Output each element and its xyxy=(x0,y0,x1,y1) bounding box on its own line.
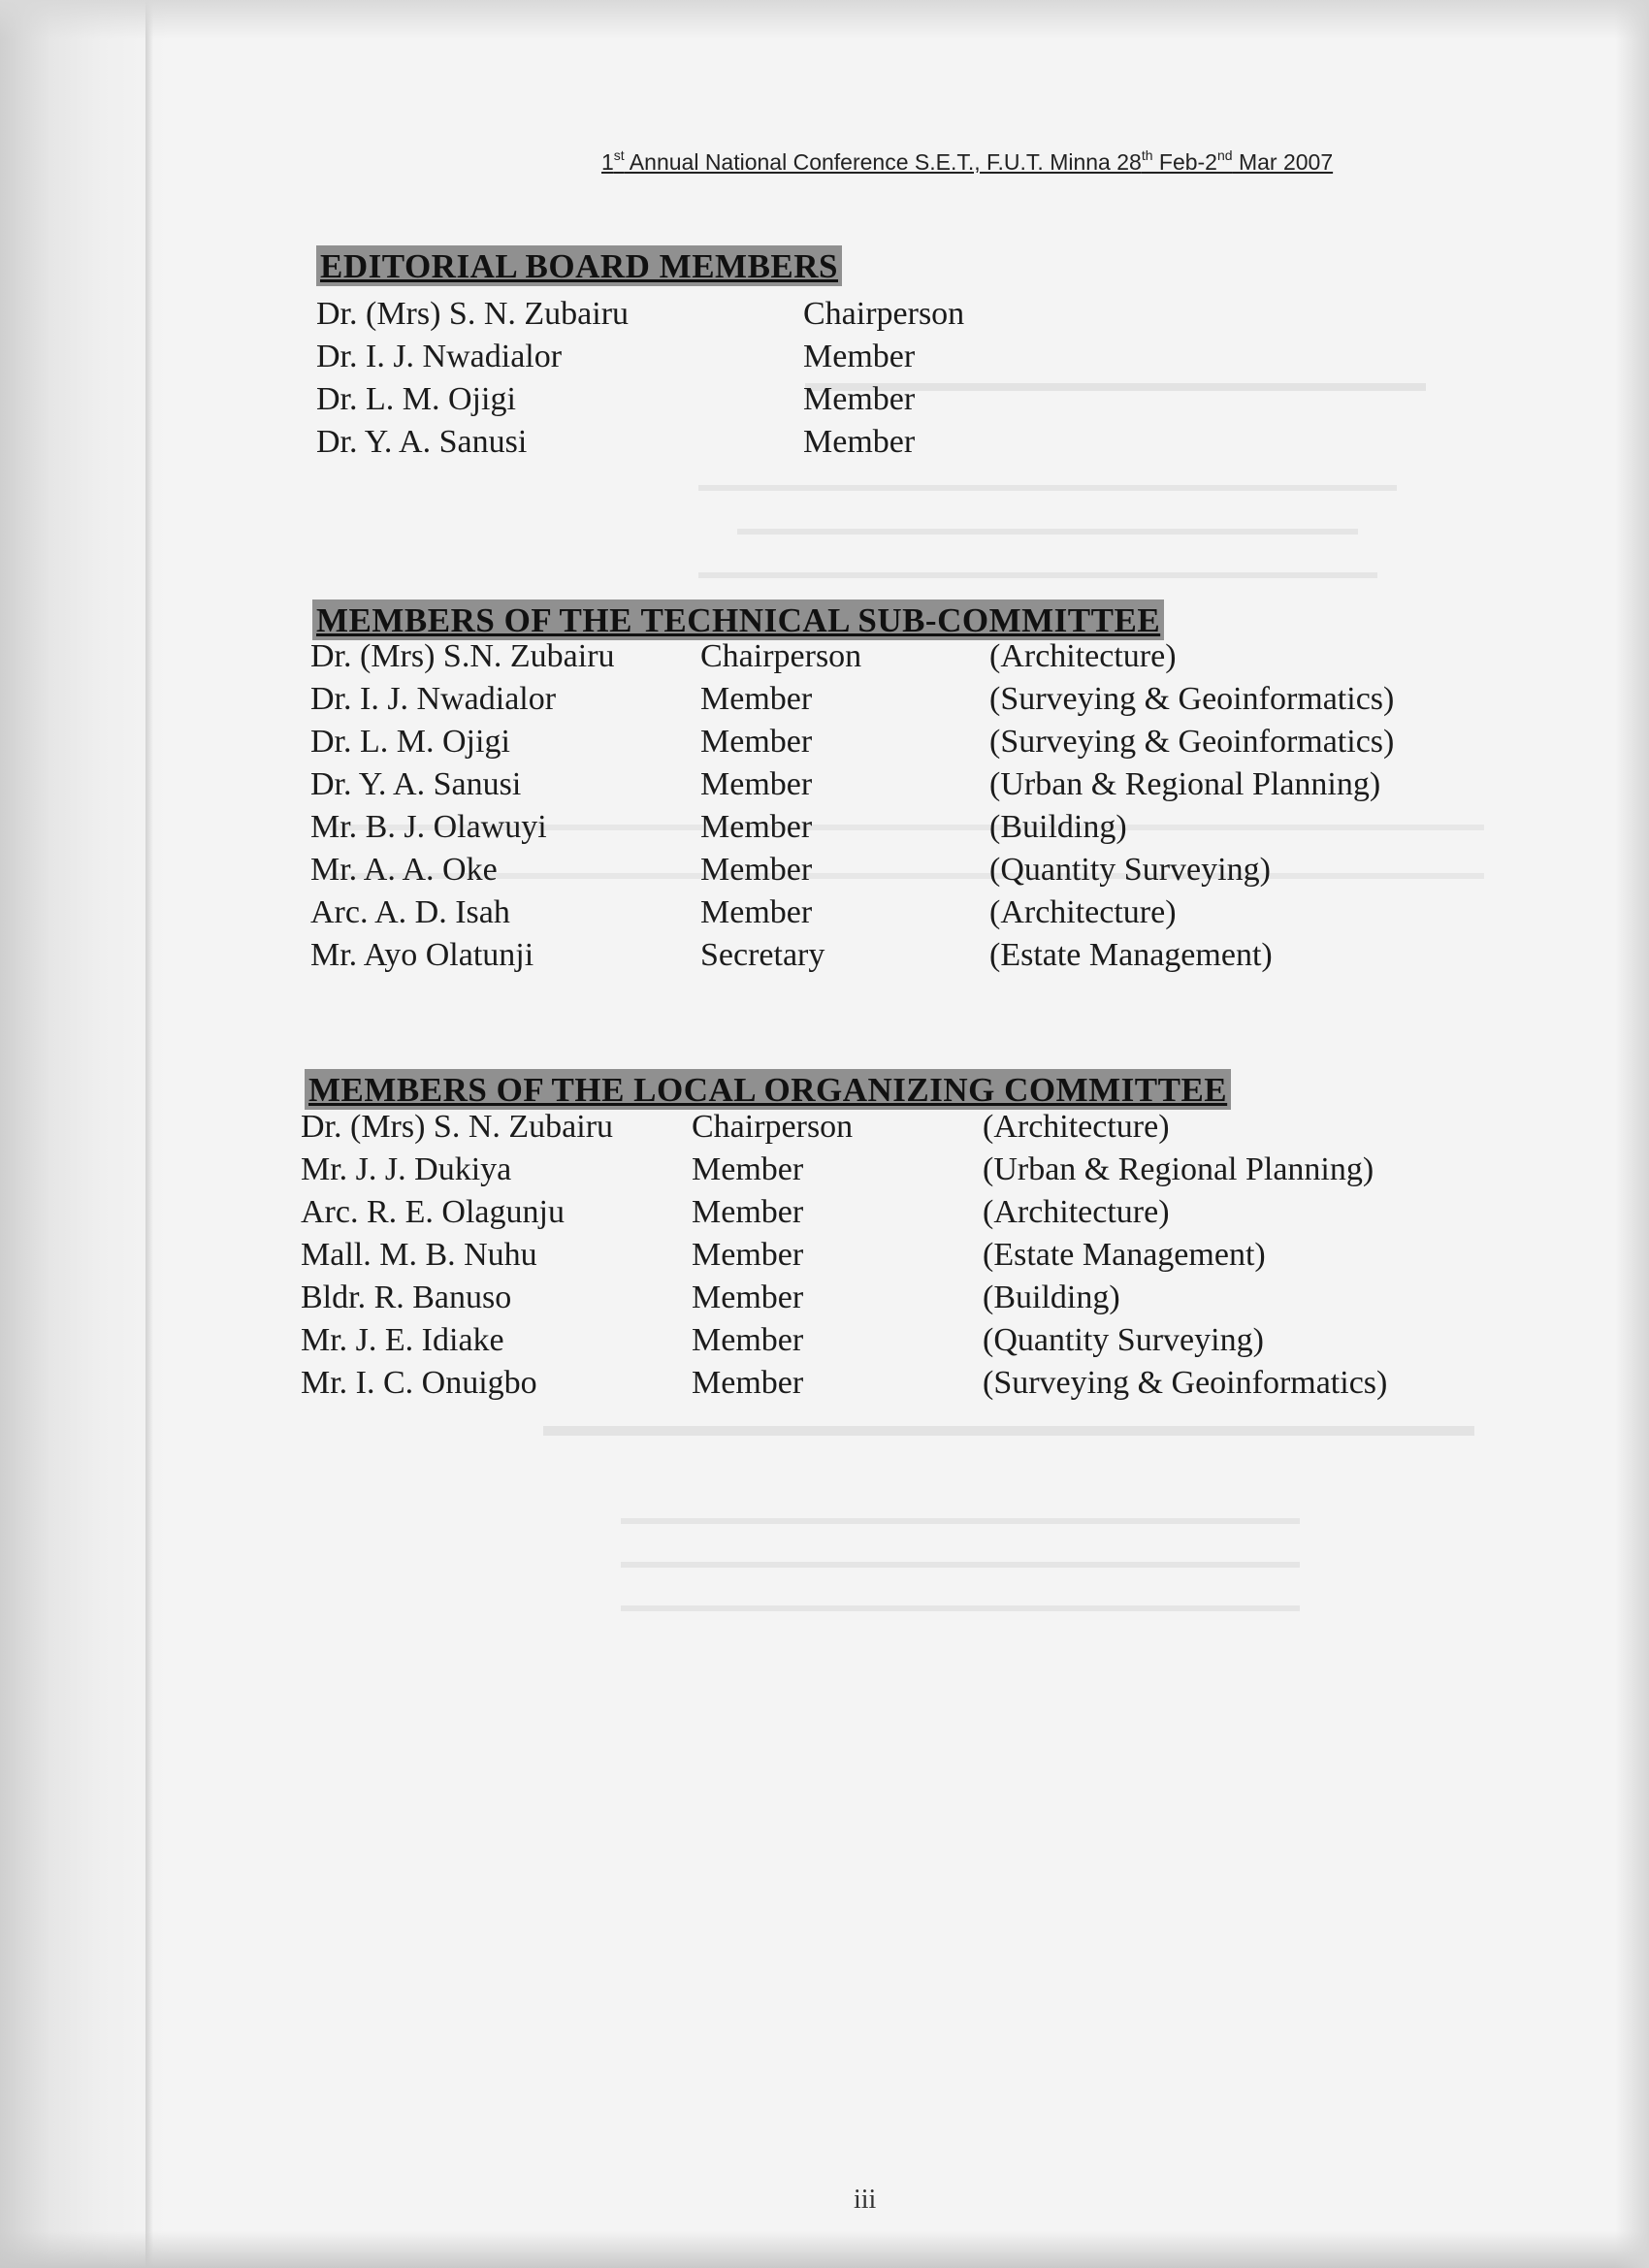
member-role: Chairperson xyxy=(803,296,965,332)
member-department: (Surveying & Geoinformatics) xyxy=(989,681,1395,717)
member-role: Member xyxy=(692,1280,804,1315)
member-role: Member xyxy=(700,724,813,760)
member-department: (Architecture) xyxy=(989,638,1177,674)
member-role: Secretary xyxy=(700,937,825,973)
member-role: Member xyxy=(803,381,916,417)
member-name: Mr. A. A. Oke xyxy=(310,852,498,888)
list-item xyxy=(301,1149,1484,1191)
binding-edge xyxy=(146,0,153,2268)
member-department: (Surveying & Geoinformatics) xyxy=(983,1365,1388,1401)
list-item xyxy=(310,849,1474,891)
member-name: Bldr. R. Banuso xyxy=(301,1280,512,1315)
binding-shadow xyxy=(0,0,170,2268)
member-department: (Building) xyxy=(983,1280,1120,1315)
member-role: Member xyxy=(692,1237,804,1273)
member-name: Dr. (Mrs) S. N. Zubairu xyxy=(301,1109,614,1145)
member-name: Arc. R. E. Olagunju xyxy=(301,1194,565,1230)
member-name: Dr. I. J. Nwadialor xyxy=(316,339,563,374)
list-item xyxy=(316,293,1189,336)
member-name: Mr. B. J. Olawuyi xyxy=(310,809,547,845)
member-department: (Estate Management) xyxy=(989,937,1273,973)
member-role: Member xyxy=(692,1365,804,1401)
member-role: Member xyxy=(700,809,813,845)
member-name: Arc. A. D. Isah xyxy=(310,894,510,930)
list-item xyxy=(310,721,1474,763)
member-role: Member xyxy=(692,1151,804,1187)
member-department: (Urban & Regional Planning) xyxy=(983,1151,1374,1187)
member-name: Dr. (Mrs) S. N. Zubairu xyxy=(316,296,630,332)
member-role: Member xyxy=(700,894,813,930)
list-item xyxy=(316,378,1189,421)
member-name: Dr. Y. A. Sanusi xyxy=(316,424,528,460)
list-item xyxy=(301,1234,1484,1277)
member-role: Chairperson xyxy=(692,1109,854,1145)
right-shade xyxy=(1615,0,1649,2268)
list-item xyxy=(301,1319,1484,1362)
list-item xyxy=(301,1106,1484,1149)
list-item xyxy=(316,336,1189,378)
section-title-editorial-board: EDITORIAL BOARD MEMBERS xyxy=(316,245,842,286)
member-role: Member xyxy=(700,852,813,888)
technical-subcommittee-list xyxy=(310,635,1474,977)
list-item xyxy=(310,678,1474,721)
member-role: Member xyxy=(700,681,813,717)
list-item xyxy=(310,891,1474,934)
list-item xyxy=(310,806,1474,849)
top-shade xyxy=(0,0,1649,39)
member-department: (Quantity Surveying) xyxy=(983,1322,1264,1358)
list-item xyxy=(301,1191,1484,1234)
editorial-board-list xyxy=(316,293,1189,464)
bottom-shade xyxy=(0,2231,1649,2268)
list-item xyxy=(301,1362,1484,1405)
member-name: Dr. L. M. Ojigi xyxy=(316,381,516,417)
page-number: iii xyxy=(854,2185,877,2215)
member-department: (Architecture) xyxy=(983,1194,1170,1230)
running-head: 1st Annual National Conference S.E.T., F.U.T. Minna 28th Feb-2nd Mar 2007 xyxy=(601,147,1334,175)
member-name: Mr. Ayo Olatunji xyxy=(310,937,534,973)
member-role: Member xyxy=(692,1322,804,1358)
member-role: Chairperson xyxy=(700,638,862,674)
member-role: Member xyxy=(803,424,916,460)
member-department: (Architecture) xyxy=(989,894,1177,930)
member-department: (Architecture) xyxy=(983,1109,1170,1145)
member-name: Mr. I. C. Onuigbo xyxy=(301,1365,537,1401)
member-name: Dr. (Mrs) S.N. Zubairu xyxy=(310,638,615,674)
section-title-local-organizing-committee: MEMBERS OF THE LOCAL ORGANIZING COMMITTEE xyxy=(305,1069,1231,1110)
member-role: Member xyxy=(803,339,916,374)
local-organizing-committee-list xyxy=(301,1106,1484,1405)
member-name: Dr. Y. A. Sanusi xyxy=(310,766,522,802)
member-department: (Urban & Regional Planning) xyxy=(989,766,1381,802)
list-item xyxy=(301,1277,1484,1319)
list-item xyxy=(310,635,1474,678)
section-title-technical-subcommittee: MEMBERS OF THE TECHNICAL SUB-COMMITTEE xyxy=(312,599,1164,640)
list-item xyxy=(310,763,1474,806)
member-name: Mall. M. B. Nuhu xyxy=(301,1237,537,1273)
member-role: Member xyxy=(700,766,813,802)
member-name: Mr. J. J. Dukiya xyxy=(301,1151,512,1187)
list-item xyxy=(310,934,1474,977)
member-department: (Building) xyxy=(989,809,1127,845)
list-item xyxy=(316,421,1189,464)
member-name: Mr. J. E. Idiake xyxy=(301,1322,504,1358)
member-name: Dr. I. J. Nwadialor xyxy=(310,681,557,717)
member-department: (Estate Management) xyxy=(983,1237,1266,1273)
member-department: (Quantity Surveying) xyxy=(989,852,1271,888)
member-name: Dr. L. M. Ojigi xyxy=(310,724,510,760)
member-department: (Surveying & Geoinformatics) xyxy=(989,724,1395,760)
member-role: Member xyxy=(692,1194,804,1230)
